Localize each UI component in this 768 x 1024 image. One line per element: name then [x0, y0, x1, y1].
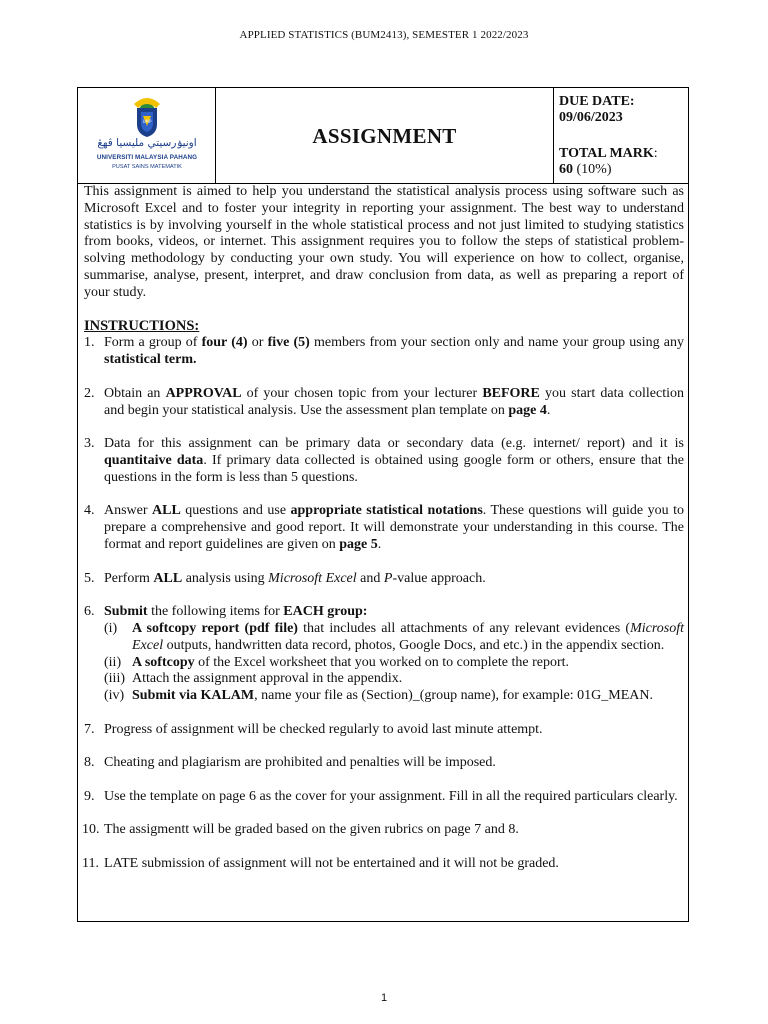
instruction-item-11: 11. LATE submission of assignment will not be entertained and it will not be graded. — [82, 856, 559, 872]
header-row — [78, 88, 688, 184]
assignment-frame — [77, 87, 689, 922]
submission-item-i: (i) A softcopy report (pdf file) that includes all attachments of any relevant evidences (Microsoft Excel outputs, handwritten data record, photos, Google Docs, and etc.) in the appendix section. — [104, 620, 684, 653]
instruction-item-6: 6. Submit the following items for EACH group: (i) A softcopy report (pdf file) that includes all attachments of any relevant evidences (Microsoft Excel outputs, handwritten data record, photos, Google Docs, and etc.) in the appendix section. (ii) A softcopy of the Excel worksheet that you worked on to complete the report. (iii) Attach the assignment approval in the appendix. (iv) Submit via KALAM, name your file as (Section)_(group name), for example: 01G_MEAN. — [84, 604, 684, 704]
instructions-list — [84, 335, 684, 873]
svg-text:UMP: UMP — [142, 119, 152, 124]
total-mark-label: TOTAL MARK — [559, 146, 654, 161]
instruction-item-10: 10. The assigmentt will be graded based on the given rubrics on page 7 and 8. — [82, 822, 519, 838]
logo-cell — [78, 88, 216, 183]
instruction-item-7: 7. Progress of assignment will be checked regularly to avoid last minute attempt. — [84, 721, 543, 737]
logo-department-name: PUSAT SAINS MATEMATIK — [112, 164, 182, 170]
instruction-item-3: 3. Data for this assignment can be primary data or secondary data (e.g. internet/ report) and it is quantitaive data. If primary data collected is obtained using google form or others, ensure that the questions in the form is less than 5 questions. — [84, 436, 685, 485]
total-mark-line — [559, 146, 688, 162]
submission-sublist — [104, 621, 684, 705]
due-date-label: DUE DATE: — [559, 94, 635, 109]
submission-item-ii: (ii) A softcopy of the Excel worksheet that you worked on to complete the report. — [104, 654, 570, 670]
total-mark-value: 60 — [559, 162, 573, 177]
page-title: ASSIGNMENT — [312, 124, 457, 148]
due-date-value: 09/06/2023 — [559, 110, 623, 125]
university-logo — [86, 94, 208, 178]
intro-paragraph: This assignment is aimed to help you understand the statistical analysis process using software such as Microsoft Excel and to foster your integrity in reporting your assignment. The best way to understand statistics is by involving yourself in the whole statistical process and not just limited to studying statistics from books, videos, or internet. This assignment requires you to follow the steps of statistical problem-solving methodology by conducting your own study. You will experience on how to collect, organise, summarise, analyse, present, interpret, and draw conclusion from data, as well as preparing a report of your study. — [84, 184, 684, 300]
crest-icon — [86, 94, 208, 138]
instruction-item-1: 1. Form a group of four (4) or five (5) members from your section only and name your group using any statistical term. — [84, 335, 684, 368]
total-mark-colon: : — [653, 146, 658, 161]
total-mark-value-line — [559, 162, 688, 178]
assignment-body — [84, 184, 684, 890]
submission-item-iv: (iv) Submit via KALAM, name your file as (Section)_(group name), for example: 01G_MEAN. — [104, 688, 654, 704]
logo-jawi-text: اونيۏرسيتي مليسيا ڤهڠ — [97, 137, 197, 149]
total-mark-percent: (10%) — [573, 162, 612, 177]
instructions-heading: INSTRUCTIONS: — [84, 317, 200, 334]
instruction-item-5: 5. Perform ALL analysis using Microsoft Excel and P-value approach. — [84, 570, 486, 586]
instruction-item-2: 2. Obtain an APPROVAL of your chosen topic from your lecturer BEFORE you start data collection and begin your statistical analysis. Use the assessment plan template on page 4. — [84, 385, 684, 418]
submission-item-iii: (iii) Attach the assignment approval in the appendix. — [104, 671, 403, 687]
instruction-item-4: 4. Answer ALL questions and use appropriate statistical notations. These questions will guide you to prepare a comprehensive and good report. It will demonstrate your understanding in this course. The format and report guidelines are given on page 5. — [84, 503, 684, 552]
title-cell — [216, 88, 554, 183]
logo-university-name: UNIVERSITI MALAYSIA PAHANG — [96, 154, 198, 161]
instruction-item-8: 8. Cheating and plagiarism are prohibited and penalties will be imposed. — [84, 755, 496, 771]
instruction-item-9: 9. Use the template on page 6 as the cover for your assignment. Fill in all the required particulars clearly. — [84, 788, 678, 804]
running-header: APPLIED STATISTICS (BUM2413), SEMESTER 1 2022/2023 — [239, 29, 529, 41]
due-cell — [554, 88, 688, 183]
page-number: 1 — [380, 992, 388, 1004]
